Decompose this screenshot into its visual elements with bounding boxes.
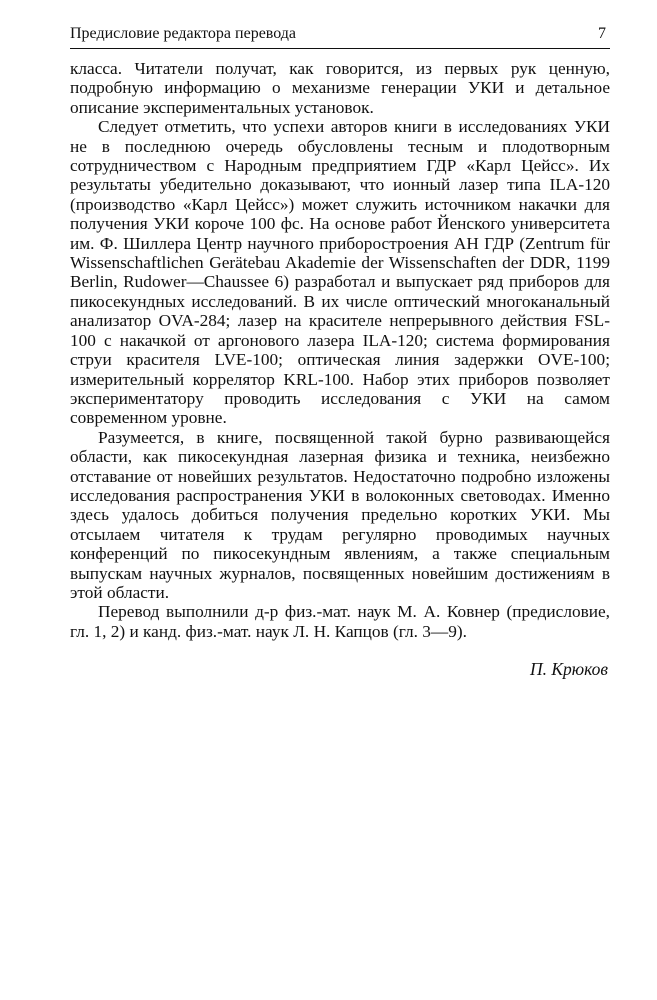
paragraph-continuation: классa. Читатели получат, как говорится, из первых рук ценную, подробную информацию о механизме генерации УКИ и детальное описание экспериментальных установок. xyxy=(70,59,610,117)
paragraph-zeiss-cooperation: Следует отметить, что успехи авторов книги в исследованиях УКИ не в последнюю очередь обусловлены тесным и плодотворным сотрудничеством с Народным предприятием ГДР «Карл Цейсс». Их результаты убедительно доказывают, что ионный лазер типа ILA-120 (производство «Карл Цейсс») может служить источником накачки для получения УКИ короче 100 фс. На основе работ Йенского университета им. Ф. Шиллера Центр научного приборостроения АН ГДР (Zentrum für Wissenschaftlichen Gerätebau Akademie der Wissenschaften der DDR, 1199 Berlin, Rudower—Chaussee 6) разработал и выпускает ряд приборов для пикосекундных исследований. В их числе оптический многоканальный анализатор OVA-284; лазер на красителе непрерывного действия FSL-100 с накачкой от аргонового лазера ILA-120; система формирования струи красителя LVE-100; оптическая линия задержки OVE-100; измерительный коррелятор KRL-100. Набор этих приборов позволяет экспериментатору проводить исследования с УКИ на самом современном уровне. xyxy=(70,117,610,428)
paragraph-translators: Перевод выполнили д-р физ.-мат. наук М. А. Ковнер (предисловие, гл. 1, 2) и канд. физ.-мат. наук Л. Н. Капцов (гл. 3—9). xyxy=(70,602,610,641)
running-title: Предисловие редактора перевода xyxy=(70,25,297,42)
paragraph-limitations: Разумеется, в книге, посвященной такой бурно развивающейся области, как пикосекундная лазерная физика и техника, неизбежно отставание от новейших результатов. Недостаточно подробно изложены исследования распространения УКИ в волоконных световодах. Именно здесь удалось добиться получения предельно коротких УКИ. Мы отсылаем читателя к трудам регулярно проводимых научных конференций по пикосекундным явлениям, а также специальным выпускам научных журналов, посвященных новейшим достижениям в этой области. xyxy=(70,427,610,602)
book-page xyxy=(70,24,610,679)
editor-signature: П. Крюков xyxy=(530,659,608,680)
page-number: 7 xyxy=(598,25,606,42)
page-body xyxy=(70,59,610,641)
running-header xyxy=(70,24,610,49)
